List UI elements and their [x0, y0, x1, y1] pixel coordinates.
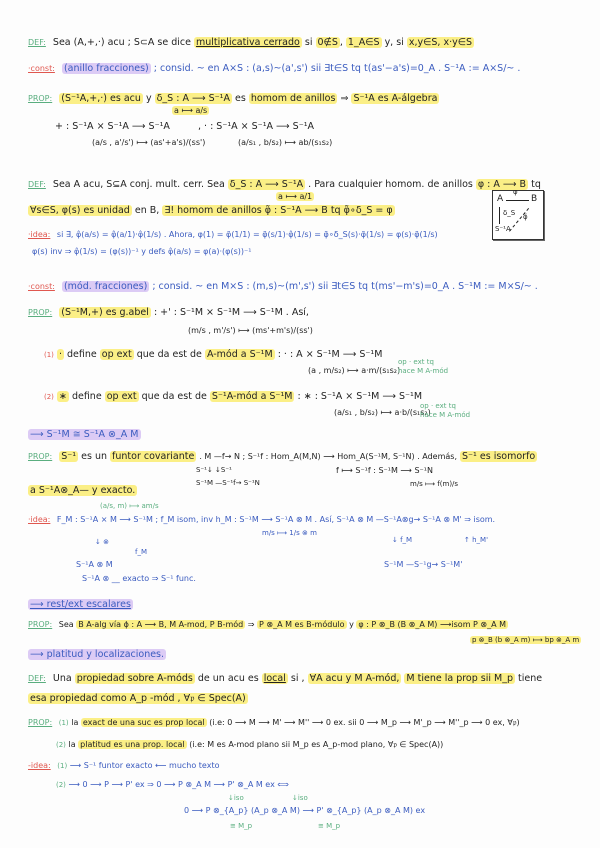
side-note: op · ext tq hace M A-mód [420, 402, 471, 419]
idea-tensor: ·idea: F_M : S⁻¹A × M ⟶ S⁻¹M ; f_M isom, inv h_M : S⁻¹M ⟶ S⁻¹A ⊗ M . Así, S⁻¹A ⊗ M —S⁻¹A⊗g→ S⁻¹A ⊗ M' ⇒ isom. [28, 515, 496, 524]
def-local-property-line2: esa propiedad como A_p -mód , ∀𝔭 ∈ Spec(A) [30, 693, 246, 704]
inverse-map: m/s ⟼ 1/s ⊗ m [262, 529, 317, 537]
const-ring-fractions: ·const: (anillo fracciones) ; consid. ~ en A×S : (a,s)~(a',s') sii ∃t∈S tq t(as'−a's)=0_A . S⁻¹A := A×S/~ . [28, 63, 521, 74]
idea-local-line2: (2) ⟶ 0 ⟶ P ⟶ P' ex ⇒ 0 ⟶ P ⊗_A M ⟶ P' ⊗_A M ex ⟺ [56, 780, 289, 789]
const-module-fractions: ·const: (mód. fracciones) ; consid. ~ en M×S : (m,s)~(m',s') sii ∃t∈S tq t(ms'−m's)=0_A . S⁻¹M := M×S/~ . [28, 281, 538, 292]
def-local-property: DEF: Una propiedad sobre A-móds de un acu es local si , ∀A acu y M A-mód, M tiene la prop sii M_p tiene [28, 673, 543, 684]
iso-arrow-1: ↓iso [228, 794, 244, 802]
product-map: (a/s₁ , b/s₂) ⟼ ab/(s₁s₂) [238, 138, 333, 147]
left-f-label: f_M [135, 548, 148, 556]
term-highlight: multiplicativa cerrado [196, 37, 300, 48]
iso-arrow-2: ↓iso [292, 794, 308, 802]
product-operation: , · : S⁻¹A × S⁻¹A ⟶ S⁻¹A [198, 121, 315, 132]
delta-map-line: a ⟼ a/1 [278, 192, 313, 201]
diagram-label-phitilde: φ̃ [523, 213, 528, 221]
prop-item-1: (1) · define op ext que da est de A-mód a S⁻¹M : · : A × S⁻¹M ⟶ S⁻¹M [44, 349, 383, 360]
sum-map: (m/s , m'/s') ⟼ (ms'+m's)/(ss') [188, 326, 313, 335]
section-header-restriction: ⟶ rest/ext escalares [30, 599, 131, 610]
idea-local: -idea: (1) ⟶ S⁻¹ funtor exacto ⟵ mucho texto [28, 761, 220, 770]
arrow-down-icon [499, 207, 500, 224]
green-note: (a/s, m) ⟼ am/s [100, 502, 159, 510]
functor-diagram-arrows: S⁻¹↓ ↓S⁻¹ [196, 466, 232, 474]
prop-item-2: (2) ∗ define op ext que da est de S⁻¹A-mód a S⁻¹M : ∗ : S⁻¹A × S⁻¹M ⟶ S⁻¹M [44, 391, 423, 402]
underbrace-note-1: ≅ M_p [230, 822, 253, 830]
prop-module-abelian: PROP: (S⁻¹M,+) es g.abel : +' : S⁻¹M × S⁻¹M ⟶ S⁻¹M . Así, [28, 307, 309, 318]
functor-diagram-bottom: S⁻¹M —S⁻¹f→ S⁻¹N [196, 479, 260, 487]
prop-functor: PROP: S⁻¹ es un funtor covariante . M —f→ N ; S⁻¹f : Hom_A(M,N) ⟶ Hom_A(S⁻¹M, S⁻¹N) . Además, S⁻¹ es isomorfo [28, 451, 536, 462]
idea-conclusion: S⁻¹A ⊗ __ exacto ⇒ S⁻¹ func. [82, 574, 196, 583]
side-note: op · ext tq hace M A-mód [398, 358, 449, 375]
prop-tag: PROP: [28, 94, 53, 103]
delta-map-line: a ⟼ a/s [174, 106, 208, 115]
sum-map: (a/s , a'/s') ⟼ (as'+a's)/(ss') [92, 138, 206, 147]
ext-op-map: (a , m/s₂) ⟼ a·m/(s₁s₂) [308, 366, 401, 375]
diagram-node-B: B [531, 194, 538, 204]
diagram-label-delta: δ_S [503, 209, 516, 217]
functor-map-1: f ⟼ S⁻¹f : S⁻¹M ⟶ S⁻¹N [336, 466, 433, 475]
section-header-flatness: ⟶ platitud y localizaciones. [30, 649, 165, 660]
prop-ring-localization: PROP: (S⁻¹A,+,·) es acu y δ_S : A ⟶ S⁻¹A es homom de anillos ⇒ S⁻¹A es A-álgebra [28, 93, 438, 104]
prop-local-exactness: PROP: (1) la exact de una suc es prop local (i.e: 0 ⟶ M ⟶ M' ⟶ M'' ⟶ 0 ex. sii 0 ⟶ M_p ⟶ M'_p ⟶ M''_p ⟶ 0 ex, ∀𝔭) [28, 718, 520, 727]
const-tag: ·const: [28, 64, 55, 73]
prop-local-flatness: (2) la platitud es una prop. local (i.e: M es A-mod plano sii M_p es A_p-mod plano, ∀𝔭 ∈ Spec(A)) [56, 740, 444, 749]
idea-universal: ·idea: si ∃, φ̂(a/s) = φ̂(a/1)·φ̂(1/s) . Ahora, φ(1) = φ̃(1/1) = φ̃(s/1)·φ̂(1/s) = φ̃∘δ_S(s)·φ̃(1/s) = φ(s)·φ̃(1/s) [28, 230, 438, 239]
idea-universal-line2: φ(s) inv ⇒ φ̂(1/s) = (φ(s))⁻¹ y defs φ̂(a/s) = φ(a)·(φ(s))⁻¹ [32, 247, 252, 256]
change-of-rings-map: p ⊗_B (b ⊗_A m) ⟼ bp ⊗_A m [472, 636, 580, 644]
right-bottom-row: S⁻¹M —S⁻¹g→ S⁻¹M' [384, 560, 463, 569]
underbrace-note-2: ≅ M_p [318, 822, 341, 830]
prop-functor-line2: a S⁻¹A⊗_A— y exacto. [30, 485, 136, 496]
def-universal-property-line2: ∀s∈S, φ(s) es unidad en B, ∃! homom de anillos φ̃ : S⁻¹A ⟶ B tq φ̃∘δ_S = φ [30, 205, 393, 216]
def-tag: DEF: [28, 38, 46, 47]
diagram-node-A: A [497, 194, 504, 204]
left-down-arrow: ↓ ⊗ [95, 538, 109, 546]
right-fm-arrow: ↓ f_M [392, 536, 413, 544]
functor-map-2: m/s ⟼ f(m)/s [410, 480, 459, 488]
diagram-node-S: S⁻¹A [495, 225, 511, 233]
idea-local-line3: 0 ⟶ P ⊗_{A_p} (A_p ⊗_A M) ⟶ P' ⊗_{A_p} (A_p ⊗_A M) ex [184, 806, 426, 815]
left-bottom-node: S⁻¹A ⊗ M [76, 560, 113, 569]
sum-operation: + : S⁻¹A × S⁻¹A ⟶ S⁻¹A [55, 121, 170, 132]
right-hm-arrow: ↑ h_M' [464, 536, 488, 544]
purple-highlight: (anillo fracciones) [63, 63, 149, 74]
def-multiplicative-set: DEF: Sea (A,+,·) acu ; S⊂A se dice multiplicativa cerrado si 0∉S , 1_A∈S y, si x,y∈S, x·y∈S [28, 37, 473, 48]
prop-change-of-rings: PROP: Sea B A-alg vía ϕ : A ⟶ B, M A-mod, P B-mód ⇒ P ⊗_A M es B-módulo y φ : P ⊗_B (B ⊗_A M) ⟶isom P ⊗_A M [28, 620, 507, 629]
arrow-right-icon [506, 200, 529, 201]
ext-op-map: (a/s₁ , b/s₂) ⟼ a·b/(s₁s₂) [334, 408, 431, 417]
diagram-label-phi: φ [513, 188, 518, 196]
commutative-diagram-box [492, 190, 544, 240]
def-universal-property: DEF: Sea A acu, S⊆A conj. mult. cerr. Sea δ_S : A ⟶ S⁻¹A . Para cualquier homom. de anillos φ : A ⟶ B tq [28, 179, 541, 190]
section-header-tensor-iso: ⟶ S⁻¹M ≅ S⁻¹A ⊗_A M [30, 429, 139, 440]
